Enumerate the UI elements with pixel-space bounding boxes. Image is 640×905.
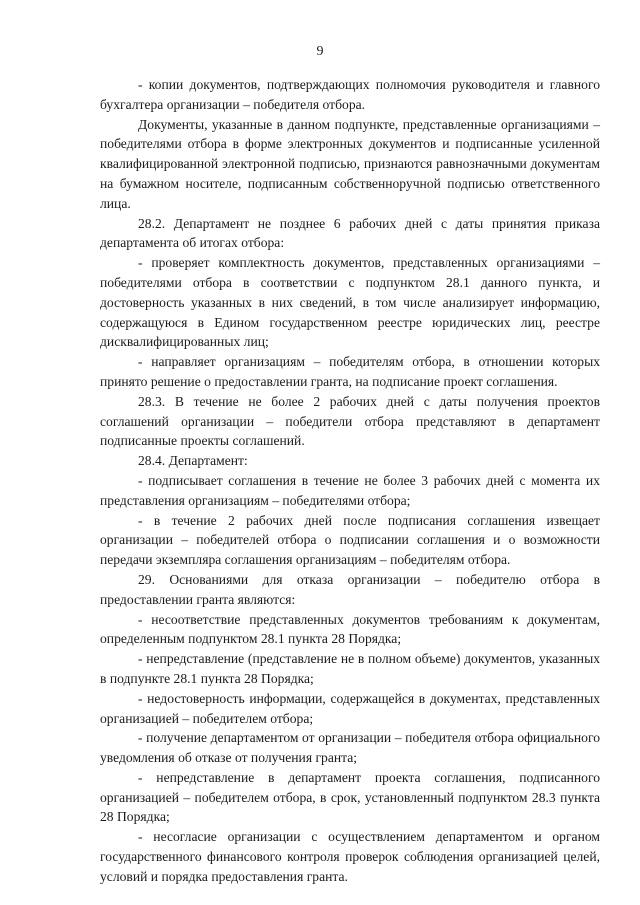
paragraph-refusal-not-submitted: - непредставление (представление не в полном объеме) документов, указанных в подпункте 28.1 пункта 28 Порядка; <box>100 651 600 686</box>
paragraph-refusal-no-agreement: - непредставление в департамент проекта соглашения, подписанного организацией – победителем отбора, в срок, установленный подпунктом 28.3 пункта 28 Порядка; <box>100 769 600 825</box>
document-body <box>100 75 600 887</box>
paragraph-notifies-organizations: - в течение 2 рабочих дней после подписания соглашения извещает организации – победителей отбора о подписании соглашения и о возможности передачи экземпляра соглашения организациям – победителям отбора. <box>100 512 600 568</box>
paragraph-copies-documents: - копии документов, подтверждающих полномочия руководителя и главного бухгалтера организации – победителя отбора. <box>100 77 600 112</box>
paragraph-refusal-notice: - получение департаментом от организации – победителя отбора официального уведомления об отказе от получения гранта; <box>100 730 600 766</box>
paragraph-sends-agreement: - направляет организациям – победителям отбора, в отношении которых принято решение о предоставлении гранта, на подписание проект соглашения. <box>100 354 600 389</box>
paragraph-29: 29. Основаниями для отказа организации – победителю отбора в предоставлении гранта являются: <box>100 571 600 607</box>
paragraph-28-3: 28.3. В течение не более 2 рабочих дней с даты получения проектов соглашений организации – победители отбора представляют в департамент подписанные проекты соглашений. <box>100 393 600 449</box>
paragraph-28-4: 28.4. Департамент: <box>138 453 248 469</box>
paragraph-electronic-documents: Документы, указанные в данном подпункте, представленные организациями – победителями отбора в форме электронных документов и подписанные усиленной квалифицированной электронной подписью, признаются равнозначными документам на бумажном носителе, подписанным собственноручной подписью ответственного лица. <box>100 116 600 211</box>
paragraph-checks-completeness: - проверяет комплектность документов, представленных организациями – победителями отбора в соответствии с подпунктом 28.1 данного пункта, и достоверность указанных в них сведений, в том числе анализирует информацию, содержащуюся в Едином государственном реестре юридических лиц, реестре дисквалифицированных лиц; <box>100 255 600 350</box>
paragraph-refusal-disagreement: - несогласие организации с осуществлением департаментом и органом государственного финансового контроля проверок соблюдения организацией целей, условий и порядка предоставления гранта. <box>100 829 600 884</box>
page-number: 9 <box>316 44 324 59</box>
paragraph-refusal-mismatch: - несоответствие представленных документов требованиям к документам, определенным подпунктом 28.1 пункта 28 Порядка; <box>100 611 600 647</box>
paragraph-signs-agreements: - подписывает соглашения в течение не более 3 рабочих дней с момента их представления организациям – победителями отбора; <box>100 472 600 508</box>
paragraph-refusal-unreliable: - недостоверность информации, содержащейся в документах, представленных организацией – победителем отбора; <box>100 690 600 726</box>
paragraph-28-2: 28.2. Департамент не позднее 6 рабочих дней с даты принятия приказа департамента об итогах отбора: <box>100 215 600 251</box>
